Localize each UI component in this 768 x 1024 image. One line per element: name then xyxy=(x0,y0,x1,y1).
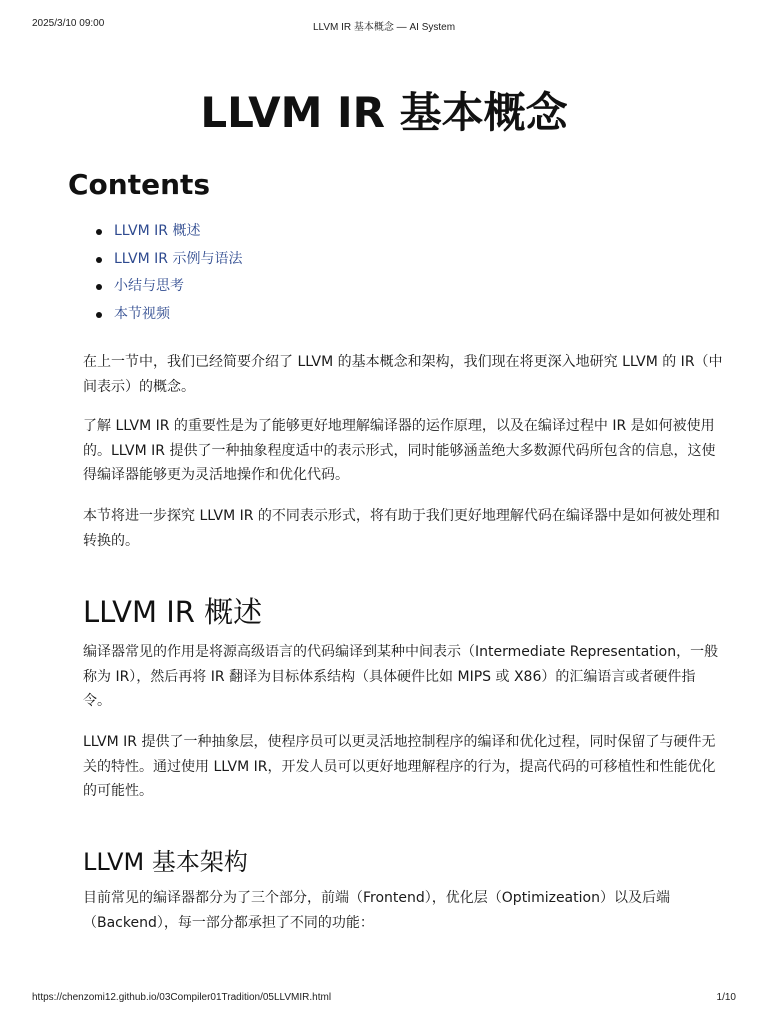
overview-paragraph: 编译器常见的作用是将源高级语言的代码编译到某种中间表示（Intermediate Representation，一般称为 IR），然后再将 IR 翻译为目标体系结构（具体硬件比如 MIPS 或 X86）的汇编语言或者硬件指令。 xyxy=(83,644,719,709)
bullet-icon xyxy=(96,257,102,263)
bullet-icon xyxy=(96,312,102,318)
print-doc-title: LLVM IR 基本概念 — AI System xyxy=(312,22,456,33)
print-header xyxy=(32,18,736,32)
overview-paragraph: LLVM IR 提供了一种抽象层，使程序员可以更灵活地控制程序的编译和优化过程，同时保留了与硬件无关的特性。通过使用 LLVM IR，开发人员可以更好地理解程序的行为，提高代码的可移植性和性能优化的可能性。 xyxy=(83,734,716,799)
page-title: LLVM IR 基本概念 xyxy=(200,88,568,137)
intro-paragraph: 在上一节中，我们已经简要介绍了 LLVM 的基本概念和架构，我们现在将更深入地研究 LLVM 的 IR（中间表示）的概念。 xyxy=(83,354,723,395)
print-url: https://chenzomi12.github.io/03Compiler01Tradition/05LLVMIR.html xyxy=(32,992,332,1003)
bullet-icon xyxy=(96,284,102,290)
contents-heading: Contents xyxy=(68,168,211,201)
print-footer xyxy=(32,992,736,1006)
bullet-icon xyxy=(96,229,102,235)
toc-link-overview[interactable]: LLVM IR 概述 xyxy=(114,223,201,239)
toc-link-video[interactable]: 本节视频 xyxy=(114,305,170,322)
intro-paragraph: 本节将进一步探究 LLVM IR 的不同表示形式，将有助于我们更好地理解代码在编译器中是如何被处理和转换的。 xyxy=(83,508,720,549)
architecture-paragraph: 目前常见的编译器都分为了三个部分，前端（Frontend），优化层（Optimizeation）以及后端（Backend），每一部分都承担了不同的功能： xyxy=(83,890,670,931)
section-heading-overview: LLVM IR 概述 xyxy=(83,595,263,629)
print-datetime: 2025/3/10 09:00 xyxy=(32,18,105,29)
intro-paragraph: 了解 LLVM IR 的重要性是为了能够更好地理解编译器的运作原理，以及在编译过程中 IR 是如何被使用的。LLVM IR 提供了一种抽象程度适中的表示形式，同时能够涵盖绝大多数源代码所包含的信息，这使得编译器能够更为灵活地操作和优化代码。 xyxy=(83,418,716,483)
section-heading-architecture: LLVM 基本架构 xyxy=(83,848,248,876)
toc-link-examples[interactable]: LLVM IR 示例与语法 xyxy=(114,250,243,267)
toc-link-summary[interactable]: 小结与思考 xyxy=(114,278,184,294)
page-number: 1/10 xyxy=(716,992,736,1003)
